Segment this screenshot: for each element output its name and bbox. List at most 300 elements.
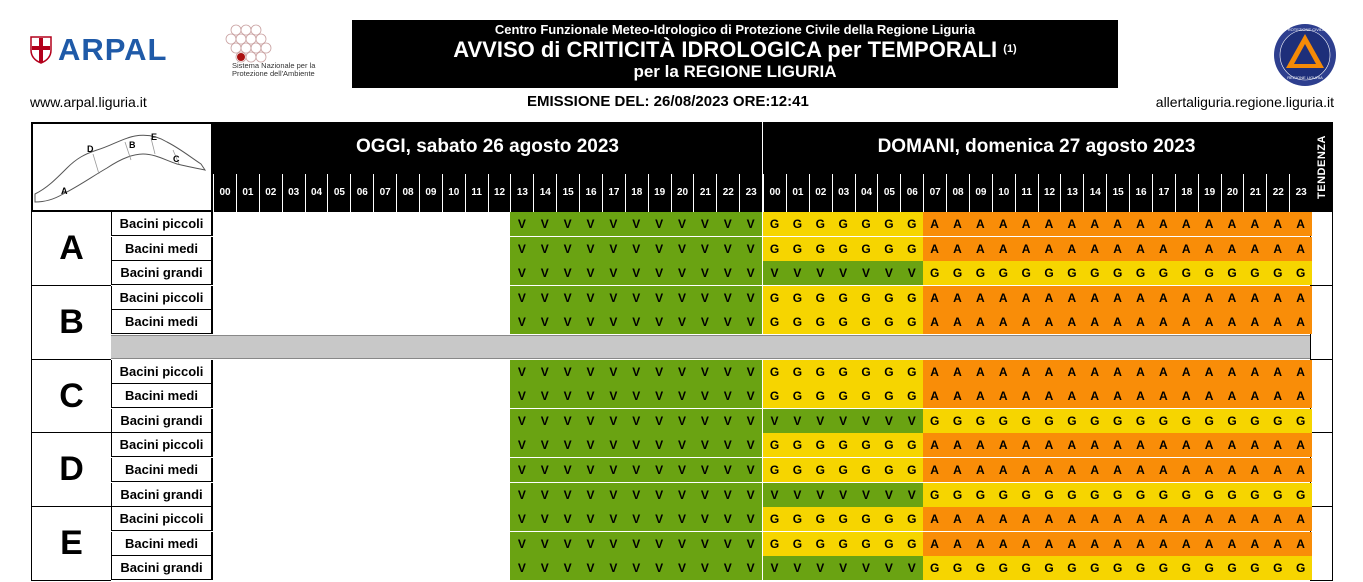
- tomorrow-alert-cell: G: [809, 507, 832, 531]
- tomorrow-alert-cell: G: [969, 261, 992, 285]
- today-alert-cell: [305, 360, 328, 384]
- today-alert-cell: V: [671, 507, 694, 531]
- tomorrow-alert-cell: A: [946, 310, 969, 334]
- today-alert-cell: V: [625, 409, 648, 433]
- tomorrow-alert-cell: A: [1060, 507, 1083, 531]
- today-alert-cell: V: [602, 433, 625, 457]
- today-alert-cell: V: [671, 409, 694, 433]
- today-alert-cell: [442, 310, 465, 334]
- today-alert-cell: [259, 310, 282, 334]
- tomorrow-alert-cell: G: [1129, 556, 1152, 580]
- tomorrow-alert-cell: G: [832, 286, 855, 310]
- today-alert-cell: [488, 212, 511, 236]
- today-alert-cell: [419, 360, 442, 384]
- tomorrow-alert-cell: A: [1152, 384, 1175, 408]
- today-alert-cell: V: [579, 360, 602, 384]
- tomorrow-alert-cell: G: [877, 384, 900, 408]
- today-alert-cell: [373, 409, 396, 433]
- today-alert-cell: V: [510, 212, 533, 236]
- tomorrow-alert-cell: G: [1243, 409, 1266, 433]
- tomorrow-alert-cell: A: [923, 237, 946, 261]
- today-alert-cell: V: [579, 433, 602, 457]
- today-alert-cell: [396, 360, 419, 384]
- today-alert-cell: [305, 556, 328, 580]
- today-alert-cell: [442, 458, 465, 482]
- zones-map: [31, 122, 213, 212]
- today-alert-cell: [327, 237, 350, 261]
- tomorrow-alert-cell: G: [900, 433, 923, 457]
- today-alert-cell: [396, 286, 419, 310]
- basin-label: Bacini piccoli: [111, 433, 213, 457]
- today-hour-07: 07: [373, 174, 396, 212]
- tomorrow-alert-cell: G: [877, 458, 900, 482]
- tomorrow-alert-cell: G: [1198, 261, 1221, 285]
- no-data-row: [111, 335, 1310, 359]
- today-alert-cell: V: [739, 310, 762, 334]
- today-alert-cell: [350, 310, 373, 334]
- tomorrow-alert-cell: A: [1266, 212, 1289, 236]
- tomorrow-alert-cell: A: [1175, 237, 1198, 261]
- today-alert-cell: [350, 483, 373, 507]
- tomorrow-alert-cell: A: [1175, 212, 1198, 236]
- tomorrow-alert-cell: V: [809, 556, 832, 580]
- map-letter-b: B: [129, 140, 136, 150]
- today-alert-cell: V: [533, 360, 556, 384]
- tomorrow-alert-cell: G: [832, 458, 855, 482]
- tomorrow-alert-cell: A: [946, 360, 969, 384]
- tomorrow-alert-cell: G: [923, 409, 946, 433]
- today-alert-cell: V: [556, 286, 579, 310]
- tomorrow-alert-cell: G: [1060, 409, 1083, 433]
- tomorrow-alert-cell: A: [1198, 433, 1221, 457]
- today-alert-cell: [419, 286, 442, 310]
- tomorrow-alert-cell: A: [992, 237, 1015, 261]
- tomorrow-alert-cell: A: [1175, 458, 1198, 482]
- today-alert-cell: V: [671, 261, 694, 285]
- tomorrow-alert-cell: G: [969, 483, 992, 507]
- tomorrow-alert-cell: A: [1289, 458, 1312, 482]
- today-alert-cell: V: [579, 212, 602, 236]
- tomorrow-alert-cell: G: [992, 556, 1015, 580]
- today-alert-cell: V: [716, 532, 739, 556]
- today-alert-cell: [419, 384, 442, 408]
- tomorrow-alert-cell: A: [1015, 286, 1038, 310]
- tomorrow-alert-cell: A: [1038, 532, 1061, 556]
- tomorrow-alert-cell: A: [1289, 532, 1312, 556]
- today-alert-cell: V: [602, 237, 625, 261]
- today-alert-cell: [396, 532, 419, 556]
- tomorrow-alert-cell: G: [855, 384, 878, 408]
- tomorrow-alert-cell: G: [763, 384, 786, 408]
- basin-label: Bacini grandi: [111, 483, 213, 507]
- liguria-shield-icon: [30, 36, 52, 64]
- today-alert-cell: [327, 483, 350, 507]
- tomorrow-alert-cell: A: [1243, 237, 1266, 261]
- tomorrow-alert-cell: A: [1129, 237, 1152, 261]
- tomorrow-hour-00: 00: [763, 174, 786, 212]
- tomorrow-alert-cell: G: [923, 556, 946, 580]
- tomorrow-alert-cell: A: [946, 433, 969, 457]
- today-alert-cell: V: [648, 237, 671, 261]
- today-alert-cell: [282, 360, 305, 384]
- tomorrow-alert-cell: G: [786, 532, 809, 556]
- today-alert-cell: V: [625, 483, 648, 507]
- tomorrow-alert-cell: A: [1221, 237, 1244, 261]
- tomorrow-alert-cell: G: [900, 310, 923, 334]
- today-alert-cell: [350, 458, 373, 482]
- tomorrow-alert-cell: A: [969, 212, 992, 236]
- today-alert-cell: V: [693, 532, 716, 556]
- today-alert-cell: V: [716, 310, 739, 334]
- today-alert-cell: [213, 507, 236, 531]
- today-alert-cell: V: [533, 237, 556, 261]
- today-alert-cell: V: [510, 409, 533, 433]
- today-alert-cell: V: [648, 532, 671, 556]
- tomorrow-alert-cell: G: [1198, 556, 1221, 580]
- today-alert-cell: [259, 409, 282, 433]
- tomorrow-alert-cell: A: [923, 212, 946, 236]
- tomorrow-alert-cell: A: [1198, 384, 1221, 408]
- today-alert-cell: [213, 212, 236, 236]
- tomorrow-alert-cell: V: [763, 261, 786, 285]
- today-alert-cell: V: [693, 409, 716, 433]
- tomorrow-alert-cell: V: [763, 556, 786, 580]
- tomorrow-alert-cell: G: [786, 433, 809, 457]
- tomorrow-hour-09: 09: [969, 174, 992, 212]
- tomorrow-alert-cell: G: [855, 458, 878, 482]
- tomorrow-alert-cell: A: [1129, 532, 1152, 556]
- tomorrow-alert-cell: V: [877, 483, 900, 507]
- tomorrow-alert-cell: A: [1266, 458, 1289, 482]
- tomorrow-alert-cell: A: [923, 384, 946, 408]
- liguria-map-icon: [33, 124, 211, 210]
- tomorrow-alert-cell: G: [809, 433, 832, 457]
- today-alert-cell: V: [625, 384, 648, 408]
- today-alert-cell: V: [556, 360, 579, 384]
- tomorrow-alert-cell: V: [900, 261, 923, 285]
- tomorrow-alert-cell: A: [1243, 310, 1266, 334]
- today-alert-cell: [327, 261, 350, 285]
- today-alert-cell: V: [533, 433, 556, 457]
- today-alert-cell: V: [602, 310, 625, 334]
- today-alert-cell: [259, 458, 282, 482]
- tomorrow-alert-cell: G: [900, 384, 923, 408]
- tomorrow-alert-cell: A: [1129, 212, 1152, 236]
- today-hour-04: 04: [305, 174, 328, 212]
- today-alert-cell: [465, 310, 488, 334]
- tomorrow-alert-cell: A: [1221, 310, 1244, 334]
- today-alert-cell: V: [510, 261, 533, 285]
- today-alert-cell: V: [716, 458, 739, 482]
- tomorrow-alert-cell: A: [969, 237, 992, 261]
- today-alert-cell: V: [579, 458, 602, 482]
- today-alert-cell: [282, 433, 305, 457]
- today-hour-11: 11: [465, 174, 488, 212]
- tomorrow-alert-cell: A: [1289, 310, 1312, 334]
- today-alert-cell: [282, 261, 305, 285]
- basin-label: Bacini medi: [111, 458, 213, 482]
- today-alert-cell: [442, 556, 465, 580]
- today-title: OGGI, sabato 26 agosto 2023: [356, 136, 619, 157]
- today-alert-cell: [236, 384, 259, 408]
- tomorrow-alert-cell: A: [923, 310, 946, 334]
- tomorrow-alert-cell: G: [1129, 261, 1152, 285]
- tomorrow-alert-cell: A: [1175, 384, 1198, 408]
- tomorrow-alert-cell: A: [1221, 384, 1244, 408]
- tomorrow-alert-cell: G: [786, 360, 809, 384]
- today-alert-cell: [305, 532, 328, 556]
- today-alert-cell: [396, 483, 419, 507]
- tomorrow-alert-cell: G: [992, 483, 1015, 507]
- today-alert-cell: V: [602, 483, 625, 507]
- tomorrow-alert-cell: G: [786, 286, 809, 310]
- day-header: [213, 122, 1310, 174]
- tendenza-cell-a: [1310, 212, 1333, 286]
- tomorrow-hour-20: 20: [1221, 174, 1244, 212]
- basin-label: Bacini grandi: [111, 556, 213, 580]
- tomorrow-alert-cell: A: [969, 310, 992, 334]
- today-alert-cell: [396, 458, 419, 482]
- today-alert-cell: [327, 286, 350, 310]
- today-alert-cell: V: [648, 360, 671, 384]
- today-alert-cell: [396, 212, 419, 236]
- today-alert-cell: [396, 237, 419, 261]
- today-alert-cell: [350, 360, 373, 384]
- tomorrow-alert-cell: V: [900, 556, 923, 580]
- today-alert-cell: [419, 483, 442, 507]
- today-hour-22: 22: [716, 174, 739, 212]
- today-alert-cell: [213, 261, 236, 285]
- tomorrow-alert-cell: G: [1243, 483, 1266, 507]
- tomorrow-alert-cell: G: [923, 483, 946, 507]
- today-alert-cell: [327, 384, 350, 408]
- tomorrow-alert-cell: G: [877, 507, 900, 531]
- today-alert-cell: V: [510, 360, 533, 384]
- tomorrow-alert-cell: G: [832, 212, 855, 236]
- today-alert-cell: [465, 483, 488, 507]
- tomorrow-alert-cell: V: [855, 261, 878, 285]
- tomorrow-alert-cell: G: [786, 237, 809, 261]
- today-alert-cell: [236, 458, 259, 482]
- tomorrow-alert-cell: G: [855, 212, 878, 236]
- tomorrow-alert-cell: V: [809, 409, 832, 433]
- allerta-url-link[interactable]: allertaliguria.regione.liguria.it: [1155, 94, 1334, 110]
- today-alert-cell: [236, 483, 259, 507]
- today-hour-05: 05: [327, 174, 350, 212]
- tomorrow-alert-cell: A: [1266, 310, 1289, 334]
- tomorrow-alert-cell: A: [1083, 237, 1106, 261]
- tomorrow-alert-cell: A: [1015, 507, 1038, 531]
- tomorrow-alert-cell: G: [855, 532, 878, 556]
- tomorrow-alert-cell: G: [1266, 409, 1289, 433]
- today-alert-cell: [259, 360, 282, 384]
- today-alert-cell: V: [716, 483, 739, 507]
- tomorrow-alert-cell: A: [1015, 237, 1038, 261]
- tomorrow-alert-cell: G: [809, 286, 832, 310]
- today-alert-cell: V: [533, 409, 556, 433]
- today-alert-cell: [305, 483, 328, 507]
- tomorrow-alert-cell: G: [809, 360, 832, 384]
- tomorrow-alert-cell: A: [1015, 384, 1038, 408]
- today-alert-cell: [419, 237, 442, 261]
- tomorrow-alert-cell: G: [855, 310, 878, 334]
- today-alert-cell: [488, 360, 511, 384]
- today-alert-cell: [282, 507, 305, 531]
- today-alert-cell: V: [648, 384, 671, 408]
- today-alert-cell: V: [693, 556, 716, 580]
- tomorrow-alert-cell: A: [946, 458, 969, 482]
- tomorrow-alert-cell: G: [786, 458, 809, 482]
- today-alert-cell: [305, 212, 328, 236]
- snpa-text: Sistema Nazionale per la Protezione dell'Ambiente: [232, 61, 316, 78]
- today-alert-cell: [465, 360, 488, 384]
- tomorrow-alert-cell: G: [763, 286, 786, 310]
- today-alert-cell: V: [533, 286, 556, 310]
- today-alert-cell: [305, 310, 328, 334]
- today-hour-18: 18: [625, 174, 648, 212]
- tomorrow-hour-10: 10: [992, 174, 1015, 212]
- today-alert-cell: [213, 360, 236, 384]
- today-alert-cell: [305, 507, 328, 531]
- tomorrow-alert-cell: A: [1152, 237, 1175, 261]
- tomorrow-alert-cell: A: [1015, 458, 1038, 482]
- today-alert-cell: V: [533, 212, 556, 236]
- today-alert-cell: [350, 286, 373, 310]
- tomorrow-alert-cell: A: [969, 286, 992, 310]
- today-hour-01: 01: [236, 174, 259, 212]
- tomorrow-hour-03: 03: [832, 174, 855, 212]
- tomorrow-hour-17: 17: [1152, 174, 1175, 212]
- today-alert-cell: V: [510, 556, 533, 580]
- tomorrow-alert-cell: A: [946, 237, 969, 261]
- tomorrow-alert-cell: A: [1289, 433, 1312, 457]
- tomorrow-alert-cell: A: [1083, 310, 1106, 334]
- today-alert-cell: [442, 507, 465, 531]
- today-hour-15: 15: [556, 174, 579, 212]
- today-alert-cell: [305, 237, 328, 261]
- today-alert-cell: V: [739, 532, 762, 556]
- today-alert-cell: [282, 286, 305, 310]
- map-letter-a: A: [61, 186, 68, 196]
- tomorrow-alert-cell: A: [1038, 433, 1061, 457]
- tomorrow-alert-cell: A: [1243, 532, 1266, 556]
- today-alert-cell: [373, 483, 396, 507]
- today-alert-cell: V: [602, 261, 625, 285]
- today-alert-cell: [350, 556, 373, 580]
- tomorrow-alert-cell: A: [1129, 286, 1152, 310]
- tomorrow-alert-cell: G: [809, 310, 832, 334]
- tomorrow-alert-cell: G: [809, 458, 832, 482]
- tomorrow-alert-cell: A: [1038, 286, 1061, 310]
- tomorrow-alert-cell: V: [877, 409, 900, 433]
- tomorrow-alert-cell: G: [946, 483, 969, 507]
- tomorrow-alert-cell: A: [946, 212, 969, 236]
- tomorrow-alert-cell: V: [786, 409, 809, 433]
- today-alert-cell: V: [533, 532, 556, 556]
- tomorrow-alert-cell: G: [1289, 483, 1312, 507]
- tomorrow-alert-cell: A: [1106, 360, 1129, 384]
- tomorrow-alert-cell: A: [1175, 310, 1198, 334]
- tendenza-label: TENDENZA: [1315, 135, 1328, 199]
- tomorrow-hour-23: 23: [1289, 174, 1312, 212]
- zone-label-d: D: [31, 433, 111, 507]
- tomorrow-alert-cell: A: [1015, 360, 1038, 384]
- today-alert-cell: [488, 556, 511, 580]
- today-alert-cell: V: [739, 360, 762, 384]
- tomorrow-hour-15: 15: [1106, 174, 1129, 212]
- arpal-url-link[interactable]: www.arpal.liguria.it: [30, 94, 147, 110]
- tomorrow-alert-cell: V: [855, 483, 878, 507]
- tomorrow-alert-cell: A: [1198, 532, 1221, 556]
- today-alert-cell: [350, 409, 373, 433]
- today-alert-cell: [488, 483, 511, 507]
- today-alert-cell: [465, 507, 488, 531]
- tomorrow-alert-cell: G: [832, 237, 855, 261]
- today-alert-cell: V: [739, 261, 762, 285]
- today-alert-cell: [350, 237, 373, 261]
- today-alert-cell: V: [579, 286, 602, 310]
- today-alert-cell: V: [556, 212, 579, 236]
- tomorrow-alert-cell: A: [992, 384, 1015, 408]
- today-alert-cell: [327, 212, 350, 236]
- today-alert-cell: V: [625, 532, 648, 556]
- tomorrow-alert-cell: G: [763, 507, 786, 531]
- tomorrow-alert-cell: A: [1221, 286, 1244, 310]
- today-alert-cell: [488, 458, 511, 482]
- today-alert-cell: V: [693, 360, 716, 384]
- tomorrow-alert-cell: G: [900, 212, 923, 236]
- tomorrow-alert-cell: G: [1015, 483, 1038, 507]
- today-alert-cell: [305, 384, 328, 408]
- tomorrow-alert-cell: A: [1221, 507, 1244, 531]
- tomorrow-alert-cell: A: [923, 286, 946, 310]
- today-alert-cell: [419, 433, 442, 457]
- tomorrow-alert-cell: G: [946, 261, 969, 285]
- tomorrow-hour-08: 08: [946, 174, 969, 212]
- tomorrow-alert-cell: G: [1038, 483, 1061, 507]
- tomorrow-alert-cell: G: [900, 237, 923, 261]
- tomorrow-alert-cell: A: [1060, 458, 1083, 482]
- zone-label-c: C: [31, 360, 111, 434]
- today-alert-cell: V: [716, 433, 739, 457]
- tomorrow-alert-cell: G: [1152, 556, 1175, 580]
- today-alert-cell: V: [648, 310, 671, 334]
- basin-label: Bacini grandi: [111, 409, 213, 433]
- tomorrow-alert-cell: A: [1289, 286, 1312, 310]
- basin-label: Bacini piccoli: [111, 212, 213, 236]
- tomorrow-alert-cell: A: [1243, 507, 1266, 531]
- tomorrow-alert-cell: G: [1152, 483, 1175, 507]
- today-alert-cell: [236, 286, 259, 310]
- today-alert-cell: V: [671, 310, 694, 334]
- tomorrow-hour-14: 14: [1083, 174, 1106, 212]
- tomorrow-alert-cell: A: [969, 360, 992, 384]
- today-alert-cell: V: [648, 556, 671, 580]
- today-alert-cell: [465, 212, 488, 236]
- tomorrow-alert-cell: G: [763, 458, 786, 482]
- tomorrow-alert-cell: G: [1175, 483, 1198, 507]
- today-alert-cell: [327, 507, 350, 531]
- today-alert-cell: V: [579, 261, 602, 285]
- today-alert-cell: V: [579, 384, 602, 408]
- tomorrow-alert-cell: G: [1129, 409, 1152, 433]
- tomorrow-alert-cell: A: [1175, 532, 1198, 556]
- today-alert-cell: V: [556, 507, 579, 531]
- today-alert-cell: [213, 532, 236, 556]
- today-alert-cell: V: [671, 360, 694, 384]
- tomorrow-hour-12: 12: [1038, 174, 1061, 212]
- today-alert-cell: V: [556, 483, 579, 507]
